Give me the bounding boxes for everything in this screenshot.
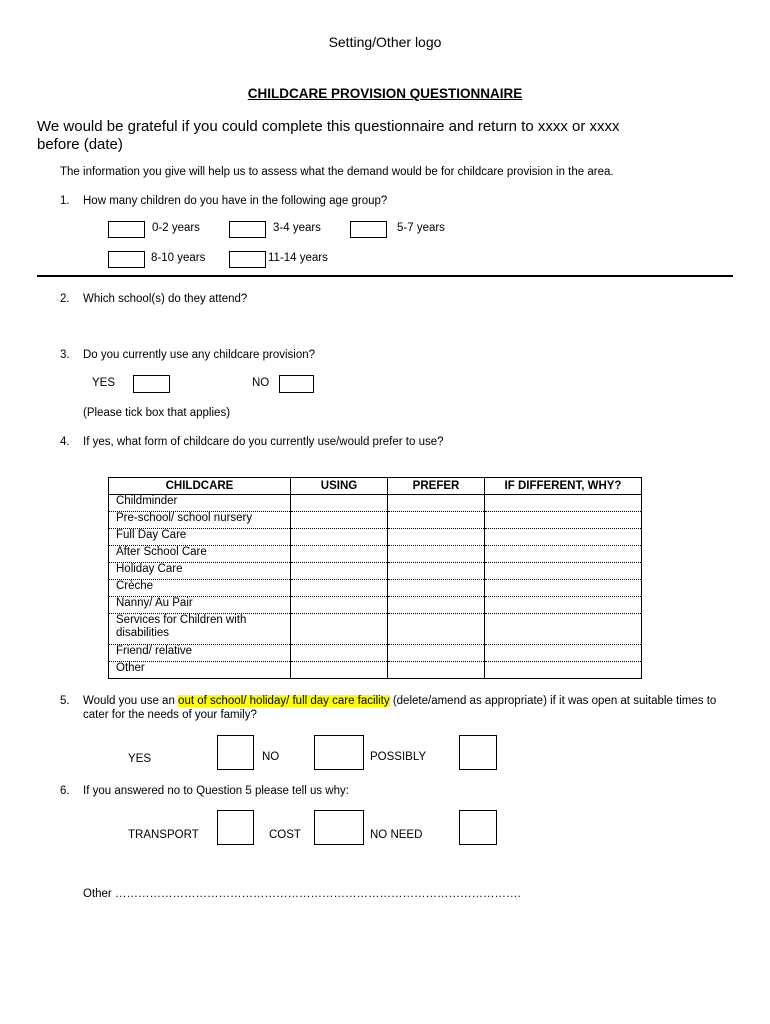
question-number: 3.: [60, 349, 70, 361]
question-text: Which school(s) do they attend?: [83, 293, 248, 305]
childcare-type: Childminder: [109, 495, 291, 512]
question-text-end: (delete/amend as appropriate) if it was open at suitable times to cater for the needs of your family?: [83, 695, 717, 721]
childcare-type: Friend/ relative: [109, 645, 291, 662]
provision-no-box[interactable]: [279, 375, 314, 393]
table-row: [109, 512, 642, 529]
question-text: How many children do you have in the following age group?: [83, 195, 388, 207]
why-cell[interactable]: [485, 580, 642, 597]
why-cell[interactable]: [485, 512, 642, 529]
use-possibly-label: POSSIBLY: [370, 751, 427, 763]
question-number: 6.: [60, 785, 70, 797]
question-number: 5.: [60, 695, 70, 707]
column-header: PREFER: [388, 478, 485, 495]
childcare-type: Full Day Care: [109, 529, 291, 546]
using-cell[interactable]: [291, 645, 388, 662]
using-cell[interactable]: [291, 529, 388, 546]
table-row: [109, 546, 642, 563]
no-need-box[interactable]: [459, 810, 497, 845]
question-number: 1.: [60, 195, 70, 207]
provision-yes-box[interactable]: [133, 375, 170, 393]
prefer-cell[interactable]: [388, 495, 485, 512]
prefer-cell[interactable]: [388, 580, 485, 597]
using-cell[interactable]: [291, 662, 388, 679]
column-header: IF DIFFERENT, WHY?: [485, 478, 642, 495]
using-cell[interactable]: [291, 580, 388, 597]
using-cell[interactable]: [291, 614, 388, 645]
childcare-table: [108, 477, 642, 679]
using-cell[interactable]: [291, 563, 388, 580]
table-row: [109, 614, 642, 645]
prefer-cell[interactable]: [388, 597, 485, 614]
intro-text: We would be grateful if you could complete this questionnaire and return to xxxx or xxxx before (date): [37, 118, 620, 153]
provision-yes-label: YES: [92, 377, 116, 389]
question-text: If you answered no to Question 5 please tell us why:: [83, 785, 349, 797]
question-number: 4.: [60, 436, 70, 448]
age-8-10-box[interactable]: [108, 251, 145, 268]
age-0-2-box[interactable]: [108, 221, 145, 238]
childcare-type: Crèche: [109, 580, 291, 597]
why-cell[interactable]: [485, 614, 642, 645]
no-need-label: NO NEED: [370, 829, 423, 841]
age-8-10-label: 8-10 years: [151, 252, 206, 264]
table-row: [109, 495, 642, 512]
table-header-row: [109, 478, 642, 495]
prefer-cell[interactable]: [388, 662, 485, 679]
other-reason-line[interactable]: Other …………………………………………………………………………………………….: [83, 888, 521, 900]
age-5-7-label: 5-7 years: [397, 222, 445, 234]
question-text: Do you currently use any childcare provision?: [83, 349, 316, 361]
transport-box[interactable]: [217, 810, 254, 845]
using-cell[interactable]: [291, 546, 388, 563]
childcare-type: Other: [109, 662, 291, 679]
why-cell[interactable]: [485, 546, 642, 563]
why-cell[interactable]: [485, 662, 642, 679]
childcare-type: Pre-school/ school nursery: [109, 512, 291, 529]
setting-logo: Setting/Other logo: [328, 34, 442, 50]
childcare-type: Nanny/ Au Pair: [109, 597, 291, 614]
use-no-box[interactable]: [314, 735, 364, 770]
question-number: 2.: [60, 293, 70, 305]
use-yes-label: YES: [128, 753, 152, 765]
column-header: CHILDCARE: [109, 478, 291, 495]
cost-box[interactable]: [314, 810, 364, 845]
age-5-7-box[interactable]: [350, 221, 387, 238]
using-cell[interactable]: [291, 495, 388, 512]
age-3-4-box[interactable]: [229, 221, 266, 238]
table-row: [109, 580, 642, 597]
question-text: [83, 694, 723, 722]
table-row: [109, 563, 642, 580]
age-0-2-label: 0-2 years: [152, 222, 200, 234]
age-3-4-label: 3-4 years: [273, 222, 321, 234]
tick-note: (Please tick box that applies): [83, 407, 231, 419]
info-text: The information you give will help us to assess what the demand would be for childcare provision in the area.: [60, 166, 614, 178]
age-11-14-label: 11-14 years: [268, 252, 328, 264]
why-cell[interactable]: [485, 563, 642, 580]
prefer-cell[interactable]: [388, 512, 485, 529]
prefer-cell[interactable]: [388, 529, 485, 546]
table-row: [109, 597, 642, 614]
column-header: USING: [291, 478, 388, 495]
why-cell[interactable]: [485, 597, 642, 614]
cost-label: COST: [269, 829, 301, 841]
prefer-cell[interactable]: [388, 563, 485, 580]
prefer-cell[interactable]: [388, 645, 485, 662]
transport-label: TRANSPORT: [128, 829, 199, 841]
table-row: [109, 662, 642, 679]
use-yes-box[interactable]: [217, 735, 254, 770]
table-row: [109, 529, 642, 546]
childcare-type: Holiday Care: [109, 563, 291, 580]
why-cell[interactable]: [485, 645, 642, 662]
age-11-14-box[interactable]: [229, 251, 266, 268]
question-text-start: Would you use an: [83, 695, 179, 707]
section-divider: [37, 275, 733, 277]
childcare-type: Services for Children with disabilities: [109, 614, 291, 645]
prefer-cell[interactable]: [388, 614, 485, 645]
provision-no-label: NO: [252, 377, 270, 389]
page-title: CHILDCARE PROVISION QUESTIONNAIRE: [247, 86, 523, 101]
why-cell[interactable]: [485, 529, 642, 546]
question-text: If yes, what form of childcare do you currently use/would prefer to use?: [83, 436, 444, 448]
table-row: [109, 645, 642, 662]
using-cell[interactable]: [291, 512, 388, 529]
childcare-type: After School Care: [109, 546, 291, 563]
using-cell[interactable]: [291, 597, 388, 614]
highlighted-facility-text: out of school/ holiday/ full day care facility: [178, 695, 390, 707]
use-possibly-box[interactable]: [459, 735, 497, 770]
use-no-label: NO: [262, 751, 280, 763]
why-cell[interactable]: [485, 495, 642, 512]
prefer-cell[interactable]: [388, 546, 485, 563]
